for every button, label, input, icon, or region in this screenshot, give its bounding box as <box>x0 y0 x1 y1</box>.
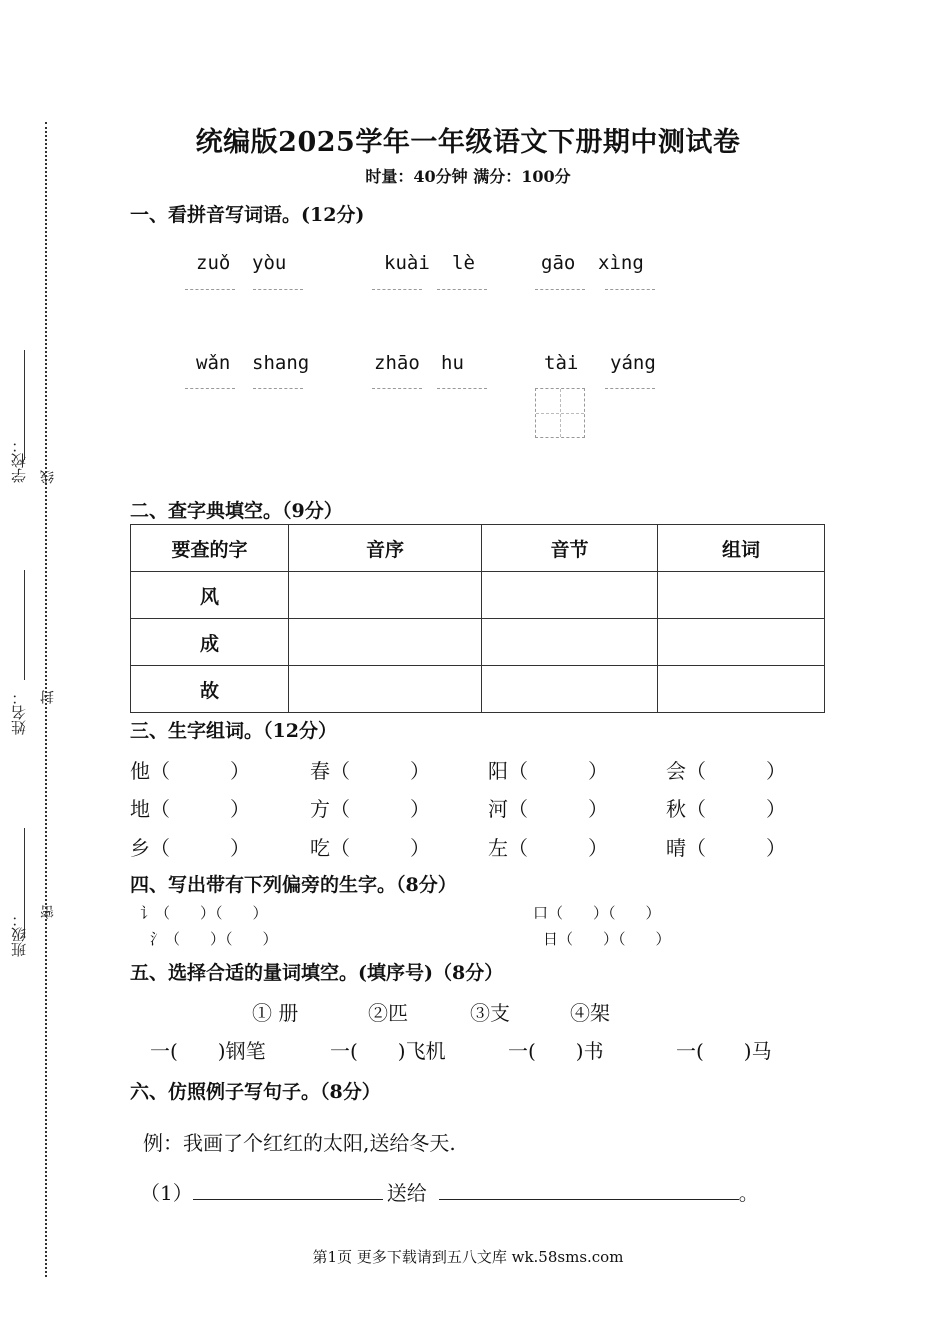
writing-grid[interactable] <box>372 388 422 392</box>
table-row <box>131 666 825 713</box>
pinyin: gāo <box>541 252 576 274</box>
writing-grid[interactable] <box>605 289 655 293</box>
lookup-char: 故 <box>131 666 289 713</box>
answer-cell[interactable] <box>658 666 825 713</box>
exam-info: 时量：40分钟 满分：100分 <box>365 167 571 186</box>
section-5-heading: 五、选择合适的量词填空。(填序号)（8分） <box>130 962 504 984</box>
dictionary-table <box>130 524 825 713</box>
answer-cell[interactable] <box>289 666 482 713</box>
answer-cell[interactable] <box>482 572 658 619</box>
radical-item: 口（ ）（ ） <box>533 904 661 922</box>
option-item: ③支 <box>470 1001 510 1025</box>
writing-box[interactable] <box>535 388 585 438</box>
pinyin: zuǒ <box>196 252 231 274</box>
pinyin: lè <box>452 252 475 274</box>
word-item: 阳（ ） <box>488 759 608 783</box>
word-item: 秋（ ） <box>666 797 786 821</box>
word-item: 左（ ） <box>488 836 608 860</box>
writing-grid[interactable] <box>185 388 235 392</box>
writing-grid[interactable] <box>437 289 487 293</box>
radical-item: 氵（ ）（ ） <box>150 930 278 948</box>
word-item: 乡（ ） <box>130 836 250 860</box>
pinyin: shang <box>252 352 310 374</box>
section-3-heading: 三、生字组词。（12分） <box>130 720 337 742</box>
option-item: ① 册 <box>252 1001 299 1025</box>
word-item: 吃（ ） <box>310 836 430 860</box>
page-title: 统编版2025学年一年级语文下册期中测试卷 <box>195 127 741 158</box>
section-6-heading: 六、仿照例子写句子。（8分） <box>130 1081 381 1103</box>
lookup-char: 风 <box>131 572 289 619</box>
pinyin: kuài <box>384 252 430 274</box>
writing-grid[interactable] <box>437 388 487 392</box>
answer-cell[interactable] <box>658 572 825 619</box>
writing-grid[interactable] <box>372 289 422 293</box>
seal-secret-char: 密 <box>40 905 56 919</box>
pinyin: tài <box>544 352 579 374</box>
writing-grid[interactable] <box>253 388 303 392</box>
answer-cell[interactable] <box>289 619 482 666</box>
pinyin: hu <box>441 352 464 374</box>
section-2-heading: 二、查字典填空。（9分） <box>130 500 343 522</box>
radical-item: 讠（ ）（ ） <box>140 904 268 922</box>
class-label: 班级： <box>10 912 28 957</box>
section-4-heading: 四、写出带有下列偏旁的生字。（8分） <box>130 874 457 896</box>
column-header: 音节 <box>482 525 658 572</box>
answer-blank[interactable] <box>193 1181 383 1200</box>
sentence-end: 。 <box>738 1181 759 1205</box>
option-item: ②匹 <box>368 1001 408 1025</box>
word-item: 晴（ ） <box>666 836 786 860</box>
answer-cell[interactable] <box>289 572 482 619</box>
pinyin: xìng <box>598 252 644 274</box>
writing-grid[interactable] <box>253 289 303 293</box>
pinyin: zhāo <box>374 352 420 374</box>
radical-item: 日（ ）（ ） <box>543 930 671 948</box>
question-number: （1） <box>140 1181 193 1205</box>
school-label: 学校： <box>10 438 28 483</box>
table-row <box>131 572 825 619</box>
writing-grid[interactable] <box>535 289 585 293</box>
page-footer: 第1页 更多下载请到五八文库 wk.58sms.com <box>312 1248 624 1266</box>
column-header: 音序 <box>289 525 482 572</box>
word-item: 方（ ） <box>310 797 430 821</box>
column-header: 要查的字 <box>131 525 289 572</box>
measure-word-item: 一( )飞机 <box>330 1039 446 1063</box>
answer-blank[interactable] <box>439 1181 739 1200</box>
table-row <box>131 619 825 666</box>
pinyin: wǎn <box>196 352 231 374</box>
option-item: ④架 <box>570 1001 610 1025</box>
writing-grid[interactable] <box>605 388 655 392</box>
word-item: 春（ ） <box>310 759 430 783</box>
measure-word-item: 一( )钢笔 <box>150 1039 266 1063</box>
seal-line-char: 线 <box>40 470 56 484</box>
word-item: 河（ ） <box>488 797 608 821</box>
measure-word-item: 一( )马 <box>676 1039 772 1063</box>
name-line <box>24 570 25 680</box>
question-connector: 送给 <box>386 1181 427 1205</box>
writing-grid[interactable] <box>185 289 235 293</box>
word-item: 地（ ） <box>130 797 250 821</box>
answer-cell[interactable] <box>658 619 825 666</box>
column-header: 组词 <box>658 525 825 572</box>
answer-cell[interactable] <box>482 666 658 713</box>
word-item: 他（ ） <box>130 759 250 783</box>
lookup-char: 成 <box>131 619 289 666</box>
question-1 <box>140 1177 759 1206</box>
name-label: 姓名： <box>10 690 28 735</box>
pinyin: yáng <box>610 352 656 374</box>
section-1-heading: 一、看拼音写词语。(12分) <box>130 204 365 226</box>
word-item: 会（ ） <box>666 759 786 783</box>
example-sentence: 例：我画了个红红的太阳,送给冬天. <box>143 1131 456 1155</box>
seal-seal-char: 封 <box>40 690 56 704</box>
pinyin: yòu <box>252 252 287 274</box>
measure-word-item: 一( )书 <box>508 1039 604 1063</box>
table-header-row <box>131 525 825 572</box>
answer-cell[interactable] <box>482 619 658 666</box>
